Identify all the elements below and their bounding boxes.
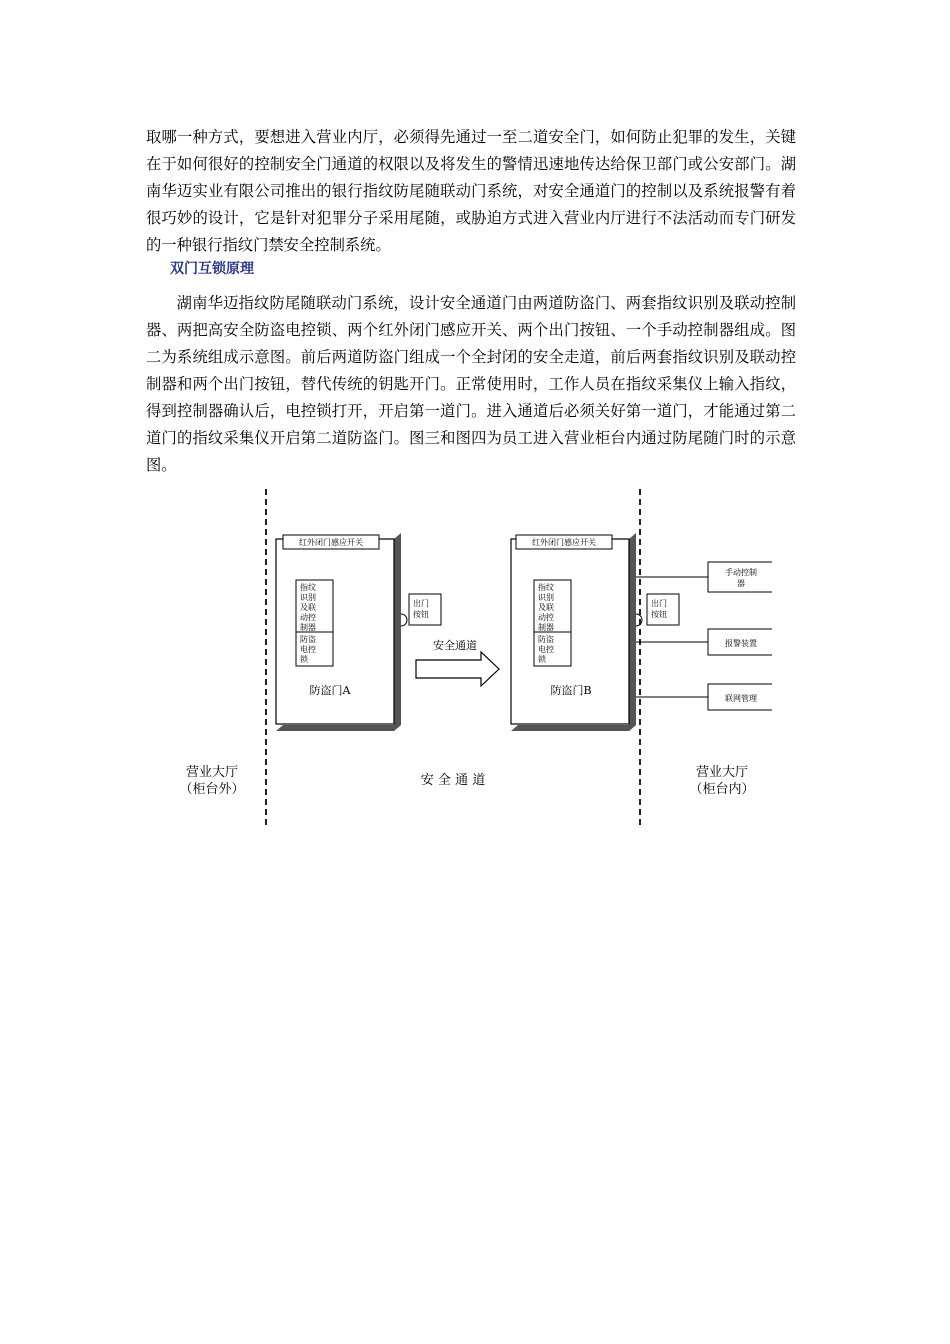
zone-outside-line-2: （柜台外） [179, 782, 245, 797]
corridor-arrow [416, 638, 499, 686]
door-b-controller-line-4: 动控 [538, 613, 554, 622]
door-a-lock-line-1: 防盗 [300, 635, 316, 644]
door-a-controller-line-5: 制器 [300, 623, 316, 632]
zone-corridor-label: 安 全 通 道 [420, 773, 486, 788]
door-b-label: 防盗门B [550, 684, 592, 697]
manual-controller-line-1: 手动控制 [725, 568, 757, 577]
door-b-exit-button-line-2: 按钮 [651, 610, 667, 619]
door-b-controller-line-3: 及联 [538, 603, 554, 612]
section-heading: 双门互锁原理 [170, 261, 254, 277]
door-b-controller-line-2: 识别 [538, 593, 554, 602]
door-a-exit-button-line-1: 出门 [413, 599, 429, 608]
door-b-exit-button-line-1: 出门 [651, 599, 667, 608]
door-b-lock-line-2: 电控 [538, 645, 554, 654]
intro-paragraph: 取哪一种方式，要想进入营业内厅，必须得先通过一至二道安全门，如何防止犯罪的发生，关键在于如何很好的控制安全门通道的权限以及将发生的警情迅速地传达给保卫部门或公安部门。湖南华迈实业有限公司推出的银行指纹防尾随联动门系统，对安全通道门的控制以及系统报警有着很巧妙的设计，它是针对犯罪分子采用尾随，或胁迫方式进入营业内厅进行不法活动而专门研发的一种银行指纹门禁安全控制系统。 [146, 128, 796, 254]
door-a-controller-line-4: 动控 [300, 613, 316, 622]
door-a-label: 防盗门A [309, 684, 351, 697]
zone-inside-line-2: （柜台内） [689, 782, 755, 797]
door-a-exit-button-line-2: 按钮 [413, 610, 429, 619]
door-a-lock-line-2: 电控 [300, 645, 316, 654]
alarm-label: 报警装置 [725, 639, 757, 648]
door-b-controller-line-1: 指纹 [538, 583, 554, 592]
door-b-controller-line-5: 制器 [538, 623, 554, 632]
door-a [276, 533, 441, 731]
door-a-controller-line-3: 及联 [300, 603, 316, 612]
door-b-lock-line-3: 锁 [538, 655, 546, 664]
door-a-hinge [401, 614, 407, 626]
connected-devices [636, 562, 772, 710]
door-a-controller-line-1: 指纹 [300, 583, 316, 592]
body-paragraph: 湖南华迈指纹防尾随联动门系统，设计安全通道门由两道防盗门、两套指纹识别及联动控制器、两把高安全防盗电控锁、两个红外闭门感应开关、两个出门按钮、一个手动控制器组成。图二为系统组成示意图。前后两道防盗门组成一个全封闭的安全走道，前后两套指纹识别及联动控制器和两个出门按钮，替代传统的钥匙开门。正常使用时，工作人员在指纹采集仪上输入指纹，得到控制器确认后，电控锁打开，开启第一道门。进入通道后必须关好第一道门，才能通过第二道门的指纹采集仪开启第二道防盗门。图三和图四为员工进入营业柜台内通过防尾随门时的示意图。 [146, 294, 796, 474]
door-a-sensor-label: 红外闭门感应开关 [299, 538, 363, 547]
door-b-sensor-label: 红外闭门感应开关 [532, 538, 596, 547]
door-a-lock-line-3: 锁 [300, 655, 308, 664]
zone-outside-line-1: 营业大厅 [185, 765, 239, 780]
door-b [511, 533, 679, 731]
arrow-label: 安全通道 [433, 639, 477, 652]
manual-controller-line-2: 器 [737, 579, 745, 588]
network-label: 联网管理 [725, 694, 757, 703]
zone-inside-line-1: 营业大厅 [695, 765, 749, 780]
door-b-lock-line-1: 防盗 [538, 635, 554, 644]
door-a-controller-line-2: 识别 [300, 593, 316, 602]
